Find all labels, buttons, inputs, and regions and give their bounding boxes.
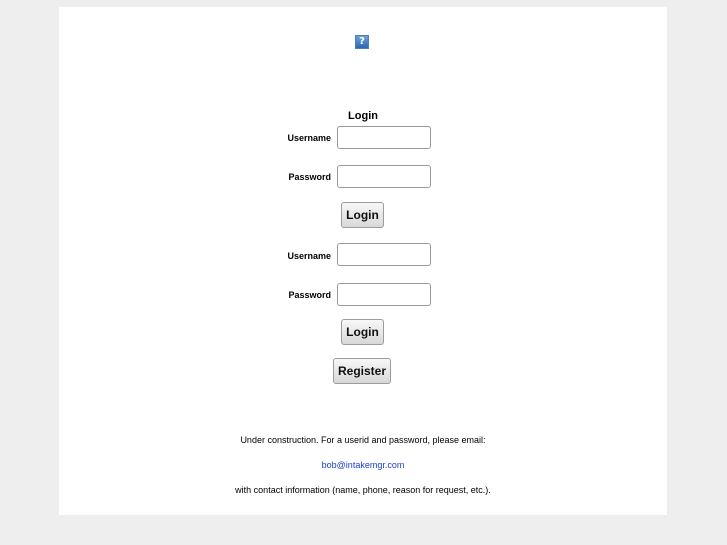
second-login-button[interactable]: Login xyxy=(341,319,384,345)
register-username-label: Username xyxy=(287,251,331,261)
login-button[interactable]: Login xyxy=(341,202,384,228)
register-password-label: Password xyxy=(288,290,331,300)
contact-info-note: with contact information (name, phone, reason for request, etc.). xyxy=(235,485,491,495)
username-label: Username xyxy=(287,133,331,143)
broken-image-icon: ? xyxy=(355,35,369,49)
password-label: Password xyxy=(288,172,331,182)
construction-note: Under construction. For a userid and password, please email: xyxy=(240,435,486,445)
register-password-input[interactable] xyxy=(337,283,431,306)
username-input[interactable] xyxy=(337,126,431,149)
register-button[interactable]: Register xyxy=(333,358,391,384)
register-username-input[interactable] xyxy=(337,243,431,266)
content-panel xyxy=(59,7,667,515)
email-link[interactable]: bob@intakemgr.com xyxy=(321,460,405,470)
password-input[interactable] xyxy=(337,165,431,188)
login-heading: Login xyxy=(348,110,378,122)
